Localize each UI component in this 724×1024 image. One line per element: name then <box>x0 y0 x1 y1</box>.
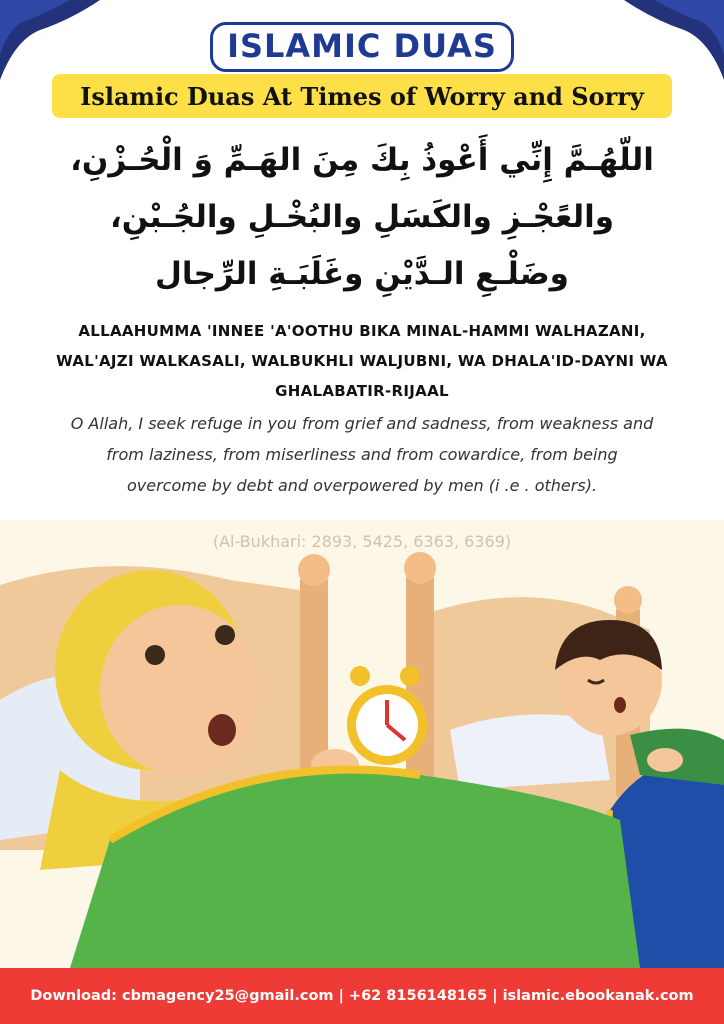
title-banner <box>52 74 672 118</box>
download-footer <box>0 968 724 1024</box>
page-title: Islamic Duas At Times of Worry and Sorry <box>80 81 644 111</box>
footer-contact: Download: cbmagency25@gmail.com | +62 8156148165 | islamic.ebookanak.com <box>30 988 694 1004</box>
logo <box>0 22 724 72</box>
illustration-bedroom <box>0 520 724 968</box>
transliteration: ALLAAHUMMA 'INNEE 'A'OOTHU BIKA MINAL-HAMMI WALHAZANI, WAL'AJZI WALKASALI, WALBUKHLI WALJUBNI, WA DHALA'ID-DAYNI WA GHALABATIR-RIJAAL <box>56 322 668 400</box>
arabic-dua: اللّهُـمَّ إِنِّي أَعْوذُ بِكَ مِنَ الهَـمِّ وَ الْحُـزْنِ، والعًجْـزِ والكَسَلِ والبُخْـلِ والجُـبْنِ، وضَلْـعِ الـدَّيْنِ وغَلَبَـةِ الرِّجال <box>70 142 654 292</box>
translation: O Allah, I seek refuge in you from grief and sadness, from weakness and from laziness, from miserliness and from cowardice, from being overcome by debt and overpowered by men (i .e . others). <box>70 414 654 495</box>
logo-text: ISLAMIC DUAS <box>210 22 514 72</box>
